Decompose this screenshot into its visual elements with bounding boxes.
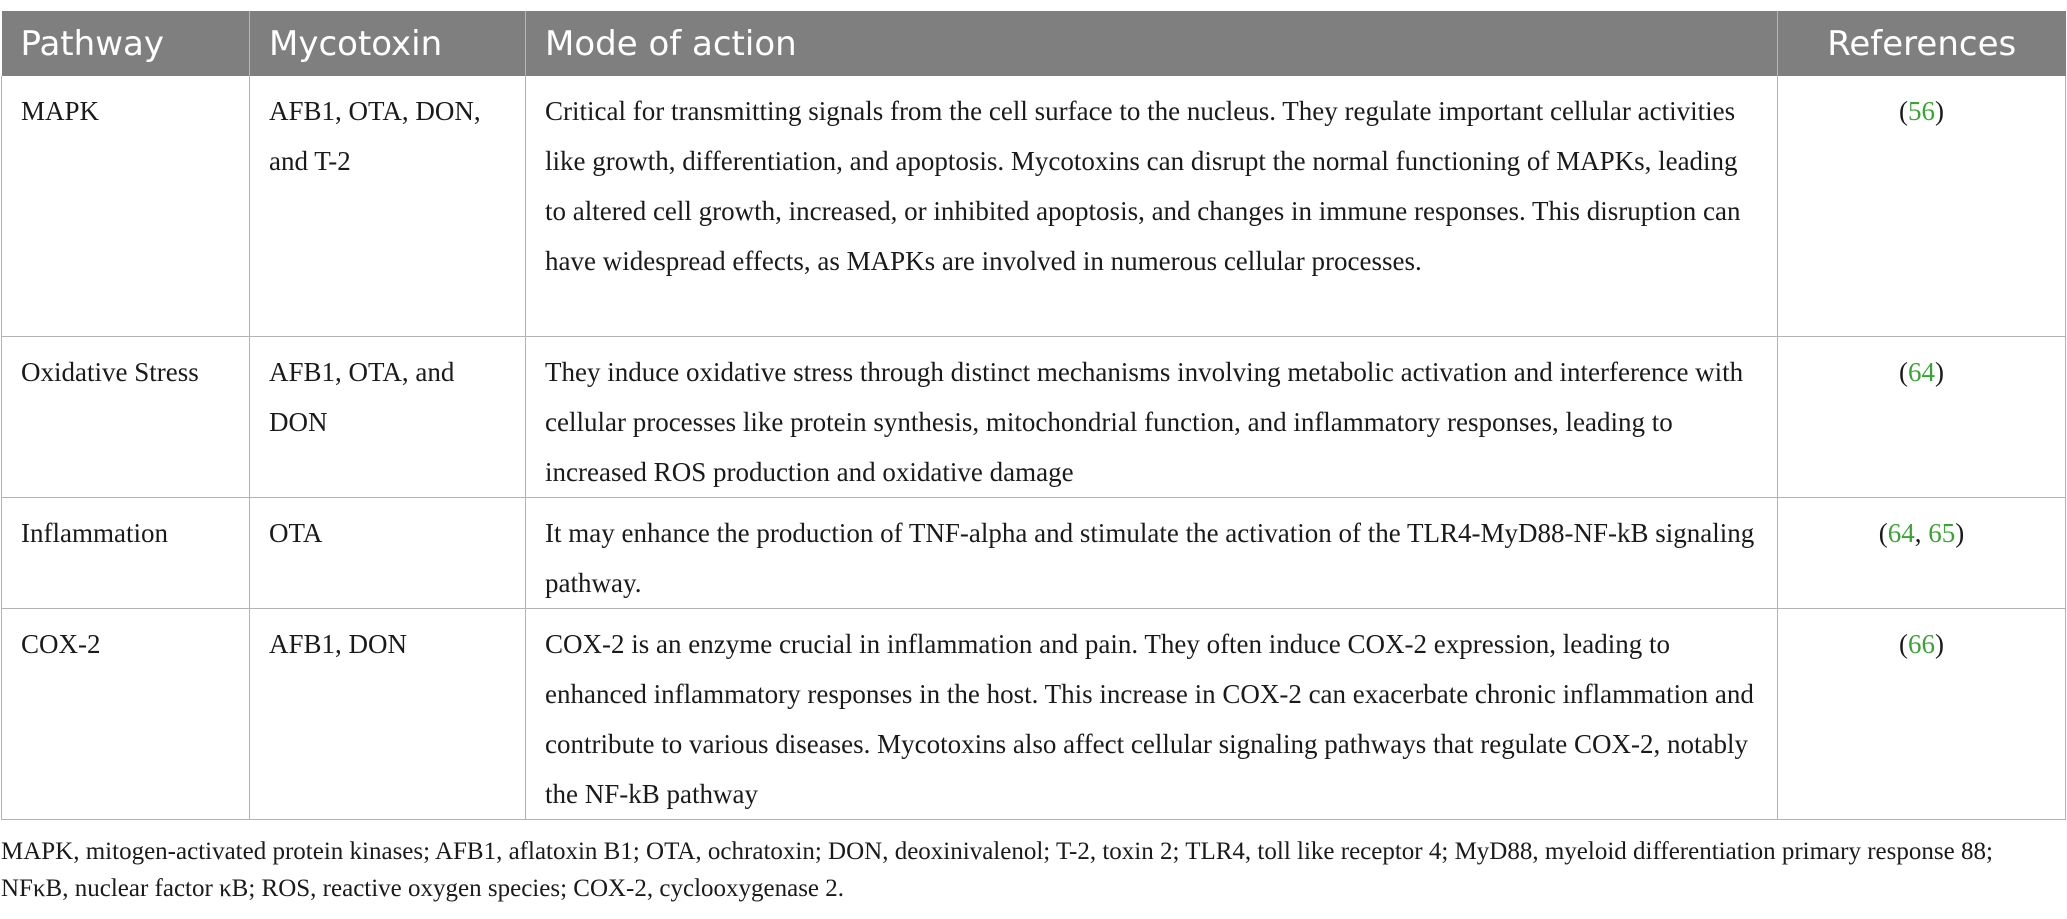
ref-open-paren: ( <box>1878 518 1888 548</box>
mycotoxin-cell: AFB1, OTA, DON, and T-2 <box>250 76 526 337</box>
ref-close-paren: ) <box>1935 629 1944 659</box>
ref-open-paren: ( <box>1899 96 1908 126</box>
table-row <box>2 609 2066 820</box>
pathway-cell: MAPK <box>2 76 250 337</box>
header-row <box>2 11 2066 76</box>
table-body <box>2 76 2066 820</box>
ref-separator: , <box>1914 518 1929 548</box>
pathway-cell: Oxidative Stress <box>2 337 250 498</box>
header-references: References <box>1778 11 2066 76</box>
table-header <box>2 11 2066 76</box>
mode-of-action-cell: They induce oxidative stress through distinct mechanisms involving metabolic activation and interference with cellular processes like protein synthesis, mitochondrial function, and inflammatory responses, leading to increased ROS production and oxidative damage <box>526 337 1778 498</box>
references-cell <box>1778 76 2066 337</box>
citation-link[interactable]: 64 <box>1908 357 1935 387</box>
citation-link[interactable]: 66 <box>1908 629 1935 659</box>
mycotoxin-cell: AFB1, OTA, and DON <box>250 337 526 498</box>
header-mode-of-action: Mode of action <box>526 11 1778 76</box>
mycotoxin-cell: OTA <box>250 498 526 609</box>
table-row <box>2 498 2066 609</box>
mode-of-action-cell: COX-2 is an enzyme crucial in inflammation and pain. They often induce COX-2 expression, leading to enhanced inflammatory responses in the host. This increase in COX-2 can exacerbate chronic inflammation and contribute to various diseases. Mycotoxins also affect cellular signaling pathways that regulate COX-2, notably the NF-kB pathway <box>526 609 1778 820</box>
ref-open-paren: ( <box>1899 357 1908 387</box>
references-cell <box>1778 498 2066 609</box>
ref-close-paren: ) <box>1935 96 1944 126</box>
mycotoxin-pathway-table <box>1 11 2066 820</box>
table-footnote: MAPK, mitogen-activated protein kinases; AFB1, aflatoxin B1; OTA, ochratoxin; DON, deoxinivalenol; T-2, toxin 2; TLR4, toll like receptor 4; MyD88, myeloid differentiation primary response 88; NFκB, nuclear factor κB; ROS, reactive oxygen species; COX-2, cyclooxygenase 2. <box>1 838 1993 902</box>
pathway-cell: Inflammation <box>2 498 250 609</box>
ref-close-paren: ) <box>1935 357 1944 387</box>
ref-close-paren: ) <box>1955 518 1965 548</box>
table-row <box>2 337 2066 498</box>
table-row <box>2 76 2066 337</box>
header-pathway: Pathway <box>2 11 250 76</box>
citation-link[interactable]: 56 <box>1908 96 1935 126</box>
mode-of-action-cell: It may enhance the production of TNF-alpha and stimulate the activation of the TLR4-MyD88-NF-kB signaling pathway. <box>526 498 1778 609</box>
mode-of-action-cell: Critical for transmitting signals from the cell surface to the nucleus. They regulate important cellular activities like growth, differentiation, and apoptosis. Mycotoxins can disrupt the normal functioning of MAPKs, leading to altered cell growth, increased, or inhibited apoptosis, and changes in immune responses. This disruption can have widespread effects, as MAPKs are involved in numerous cellular processes. <box>526 76 1778 337</box>
header-mycotoxin: Mycotoxin <box>250 11 526 76</box>
mycotoxin-cell: AFB1, DON <box>250 609 526 820</box>
references-cell <box>1778 337 2066 498</box>
citation-link[interactable]: 64 <box>1887 518 1915 548</box>
pathway-cell: COX-2 <box>2 609 250 820</box>
ref-open-paren: ( <box>1899 629 1908 659</box>
citation-link[interactable]: 65 <box>1928 518 1956 548</box>
references-cell <box>1778 609 2066 820</box>
